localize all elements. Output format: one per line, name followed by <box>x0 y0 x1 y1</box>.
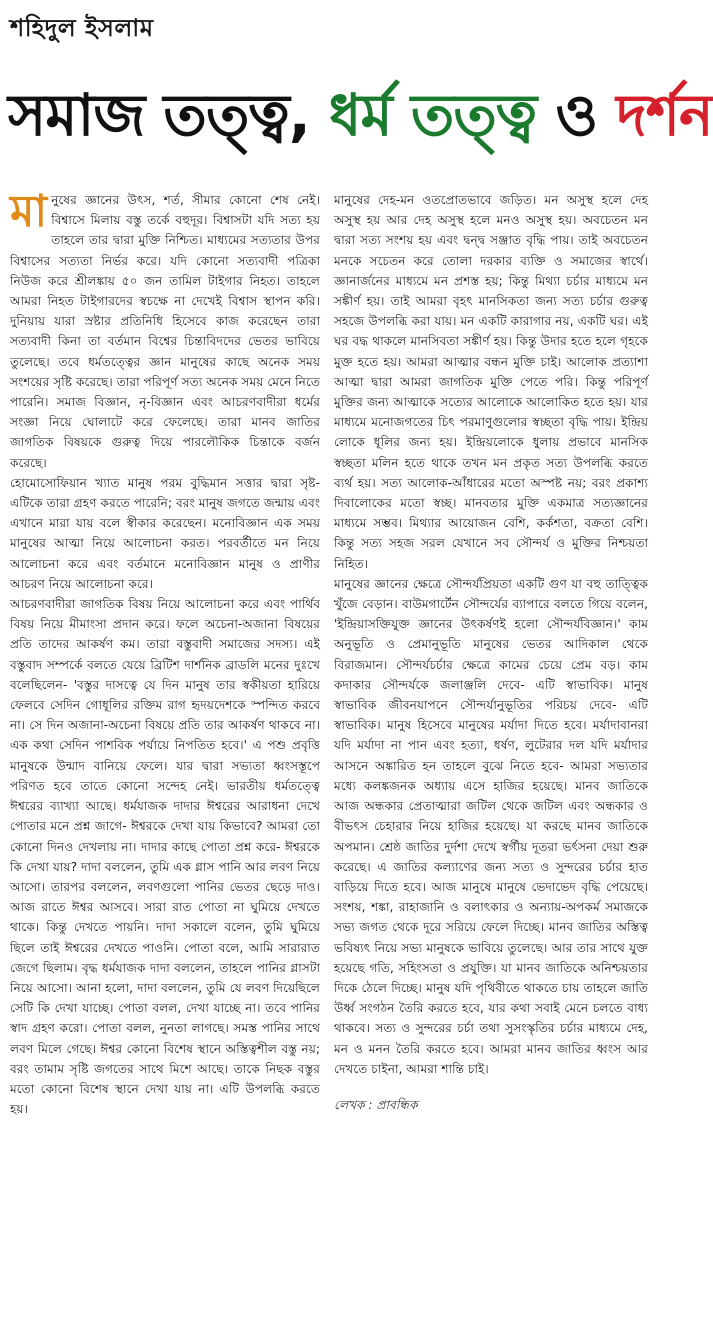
paragraph: হোমোসোফিয়ান খ্যাত মানুষ পরম বুদ্ধিমান সত্তার দ্বারা সৃষ্ট- এটিকে তারা গ্রহণ করতে পারেনি; বরং মানুষ জগতে জন্মায় এবং এখানে মারা যায় বলে স্বীকার করেছেন। মনোবিজ্ঞান এক সময় মানুষের আত্মা নিয়ে আলোচনা করত। পরবর্তীতে মন নিয়ে আলোচনা করে এবং বর্তমানে মনোবিজ্ঞান মানুষ ও প্রাণীর আচরণ নিয়ে আলোচনা করে। <box>10 475 320 591</box>
article-column-right <box>334 190 648 1330</box>
paragraph: আচরণবাদীরা জাগতিক বিষয় নিয়ে আলোচনা করে এবং পার্থিব বিষয় নিয়ে মীমাংসা প্রদান করে। ফলে অচেনা-অজানা বিষয়ের প্রতি তাদের আকর্ষণ কম। তারা বস্তুবাদী সমাজের সদস্য। এই বস্তুবাদ সম্পর্কে বলতে যেয়ে ব্রিটিশ দার্শনিক ব্রাডলি মনের দুঃখে বলেছিলেন- 'বস্তুর দাসত্বে যে দিন মানুষ তার স্বকীয়তা হারিয়ে ফেলবে সেদিন গোধূলির রক্তিম রাগ হৃদয়দেশকে স্পন্দিত করবে না। সে দিন অজানা-অচেনা বিষয়ে প্রতি তার আকর্ষণ থাকবে না। এক কথা সেদিন পাশবিক পর্যায়ে নিপতিত হবে।' এ পশু প্রবৃত্তি মানুষকে উন্মাদ বানিয়ে ফেলে। যার দ্বারা সভ্যতা ধ্বংসস্তূপে পরিণত হবে তাতে কোনো সন্দেহ নেই। ভারতীয় ধর্মতত্ত্বে ঈশ্বরের ব্যাখ্যা আছে। ধর্মযাজক দাদার ঈশ্বরের আরাধনা দেখে পোতার মনে প্রশ্ন জাগে- ঈশ্বরকে দেখা যায় কিভাবে? আমরা তো কোনো দিনও দেখলায় না। দাদার কাছে পোতা প্রশ্ন করে- ঈশ্বরকে কি দেখা যায়? দাদা বললেন, তুমি এক গ্লাস পানি আর লবণ নিয়ে আসো। তারপর বললেন, লবণগুলো পানির ভেতর ছেড়ে দাও। আজ রাতে ঈশ্বর আসবে। সারা রাত পোতা না ঘুমিয়ে দেখতে থাকে। কিন্তু দেখতে পায়নি। দাদা সকালে বলেন, তুমি ঘুমিয়ে ছিলে তাই ঈশ্বরের দেখতে পাওনি। পোতা বলে, আমি সারারাত জেগে ছিলাম। বৃদ্ধ ধর্মযাজক দাদা বললেন, তাহলে পানির গ্লাসটা নিয়ে আসো। আনা হলো, দাদা বললেন, তুমি যে লবণ দিয়েছিলে সেটি কি দেখা যাচ্ছে। পোতা বলল, দেখা যাচ্ছে না। তবে পানির স্বাদ গ্রহণ করো। পোতা বলল, নুনতা লাগছে। সমস্ত পানির সাথে লবণ মিলে গেছে। ঈশ্বর কোনো বিশেষ স্থানে অস্তিত্বশীল বস্তু নয়; বরং তামাম সৃষ্টি জগতের সাথে মিশে আছে। তাকে নিছক বস্তুর মতো কোনো বিশেষ স্থানে দেখা যায় না। এটি উপলব্ধি করতে হয়। <box>10 597 320 1117</box>
paragraph: মানুষের দেহ-মন ওতপ্রোতভাবে জড়িত। মন অসুস্থ হলে দেহ অসুস্থ হয় আর দেহ অসুস্থ হলে মনও অসুস্থ হয়। অবচেতন মন দ্বারা সত্য সংশয় হয় এবং দ্বন্দ্ব সঞ্জাত বৃদ্ধি পায়। তাই অবচেতন মনকে সচেতন করে তোলা দরকার ব্যক্তি ও সমাজের স্বার্থে। জ্ঞানার্জনের মাধ্যমে মন প্রশস্ত হয়; কিন্তু মিথ্যা চর্চার মাধ্যমে মন সঙ্কীর্ণ হয়। তাই আমরা বৃহৎ মানসিকতা জন্য সত্য চর্চার গুরুত্ব সহজে উপলব্ধি করা যায়। মন একটি কারাগার নয়, একটি ঘর। এই ঘর বদ্ধ থাকলে মানসিবতা সঙ্কীর্ণ হয়। কিন্তু উদার হতে হলে গৃহকে মুক্ত হতে হয়। আমরা আত্মার বন্ধন মুক্তি চাই। আলোক প্রত্যাশা আত্মা দ্বারা আমরা জাগতিক মুক্তি পেতে পরি। কিন্তু পরিপূর্ণ মুক্তির জন্য আত্মাকে সত্যের আলোকে আলোকিত হতে হয়। যার মাধ্যমে মনোজগতের চিৎ পরমাণুগুলোর স্বচ্ছতা বৃদ্ধি পায়। ইন্দ্রিয় লোকে ধূলির জন্য হয়। ইন্দ্রিয়লোকে ধুলায় প্রভাবে মানসিক স্বচ্ছতা মলিন হতে থাকে তখন মন প্রকৃত সত্য উপলব্ধি করতে ব্যর্থ হয়। সত্য আলোক-আঁধারের মতো অস্পষ্ট নয়; বরং প্রকাশ্য দিবালোকের মতো স্বচ্ছ। মানবতার মুক্তি একমাত্র সত্যজ্ঞানের মাধ্যমে সম্ভব। মিথ্যার আয়োজন বেশি, কর্কশতা, বক্রতা বেশি। কিন্তু সত্য সহজ সরল যেখানে সব সৌন্দর্য ও মুক্তির নিশ্চয়তা নিহিত। <box>334 193 648 571</box>
article-column-left <box>10 186 320 1330</box>
headline-part-religion-theory: ধর্ম তত্ত্ব <box>328 81 537 149</box>
headline <box>8 70 713 160</box>
headline-part-society-theory: সমাজ তত্ত্ব, <box>8 81 329 149</box>
author-note: লেখক : প্রাবন্ধিক <box>334 1097 418 1112</box>
headline-part-philosophy: দর্শন <box>616 81 713 149</box>
paragraph: মানুষের জ্ঞানের ক্ষেত্রে সৌন্দর্যপ্রিয়তা একটি গুণ যা বহু তাত্ত্বিক খুঁজে বেড়ান। বাউমগার্টেন সৌন্দর্যের ব্যাপারে বলতে গিয়ে বলেন, 'ইন্দ্রিয়াসক্তিযুক্ত জ্ঞানের উৎকর্ষণই হলো সৌন্দর্যবিজ্ঞান।' কাম অনুভূতি ও প্রেমানুভূতি মানুষের ভেতর আদিকাল থেকে বিরাজমান। সৌন্দর্যচর্চার ক্ষেত্রে কামের চেয়ে প্রেম বড়। কাম কদাকার সৌন্দর্যকে জলাঞ্জলি দেবে- এটি স্বাভাবিক। মানুষ স্বাভাবিক জীবনযাপনে সৌন্দর্যানুভূতির পরিচয় দেবে- এটি স্বাভাবিক। মানুষ হিসেবে মানুষের মর্যাদা দিতে হবে। মর্যাদাবানরা যদি মর্যাদা না পান এবং হত্যা, ধর্ষণ, লুটেরার দল যদি মর্যাদার আসনে অঙ্কারিত হন তাহলে বুঝে নিতে হবে- আমরা সভ্যতার মধ্যে কলঙ্কজনক অধ্যায় এসে হাজির হয়েছে। মানব জাতিকে আজ অন্ধকার প্রেতাত্মারা জটিল থেকে জটিল এবং অন্ধকার ও বীভৎস চেহারার নিয়ে হাজির হয়েছে। যা করছে মানব জাতিকে অপমান। শ্রেষ্ঠ জাতির দুর্দশা দেখে স্বর্গীয় দূতরা ভর্ৎসনা দেয়া শুরু করেছে। এ জাতির কল্যাণের জন্য সত্য ও সুন্দরের চর্চার হাত বাড়িয়ে দিতে হবে। আজ মানুষে মানুষে ভেদাভেদ বৃদ্ধি পেয়েছে। সংশয়, শঙ্কা, রাহাজানি ও বলাৎকার ও অন্যায়-অপকর্ম সমাজকে সভ্য জগত থেকে দূরে সরিয়ে ফেলে দিচ্ছে। মানব জাতির অস্তিত্ব ভবিষ্যৎ নিয়ে সভ্য মানুষকে ভাবিয়ে তুলেছে। আর তার সাথে যুক্ত হয়েছে গতি, সহিংসতা ও প্রযুক্তি। যা মানব জাতিকে অনিশ্চয়তার দিকে ঠেলে দিচ্ছে। মানুষ যদি পৃথিবীতে থাকতে চায় তাহলে জাতি উর্ধ্ব সংগঠন তৈরি করতে হবে, যার কথা সবাই মেনে চলতে বাধ্য থাকবে। সত্য ও সুন্দরের চর্চা তথা সুসংস্কৃতির চর্চার মাধ্যমে দেহ, মন ও মনন তৈরি করতে হবে। আমরা মানব জাতির ধ্বংস আর দেখতে চাইনা, আমরা শান্তি চাই। <box>334 576 648 1076</box>
paragraph-text: নুষের জ্ঞানের উৎস, শর্ত, সীমার কোনো শেষ নেই। বিশ্বাসে মিলায় বস্তু তর্কে বহুদূর। বিশ্বাসটা যদি সত্য হয় তাহলে তার দ্বারা মুক্তি নিশ্চিত। মাধ্যমের সত্যতার উপর বিশ্বাসের সত্যতা নির্ভর করে। যদি কোনো সত্যবাদী পত্রিকা নিউজ করে শ্রীলঙ্কায় ৫০ জন তামিল টাইগার নিহত। তাহলে আমরা নিহত টাইগারদের স্বচক্ষে না দেখেই বিশ্বাস স্থাপন করি। দুনিয়ায় যারা স্রষ্টার প্রতিনিধি হিসেবে কাজ করেছেন তারা সত্যবাদী কিনা তা বর্তমান বিশ্বের চিন্তাবিদদের ভেতর ভাবিয়ে তুলেছে। তবে ধর্মতত্ত্বের জ্ঞান মানুষের কাছে অনেক সময় সংশয়ের সৃষ্টি করেছে। তারা পরিপূর্ণ সত্য অনেক সময় মেনে নিতে পারেনি। সমাজ বিজ্ঞান, নৃ-বিজ্ঞান এবং আচরণবাদীরা ধর্মের সংজ্ঞা নিয়ে ঘোলাটে করে ফেলেছে। তারা মানব জাতির জাগতিক বিষয়কে গুরুত্ব দিয়ে পারলৌকিক চিন্তাকে বর্জন করেছে। <box>10 193 320 470</box>
headline-part-and: ও <box>536 81 617 149</box>
paragraph <box>10 186 320 473</box>
dropcap: মা <box>10 186 48 237</box>
author-byline: শহিদুল ইসলাম <box>10 14 154 42</box>
